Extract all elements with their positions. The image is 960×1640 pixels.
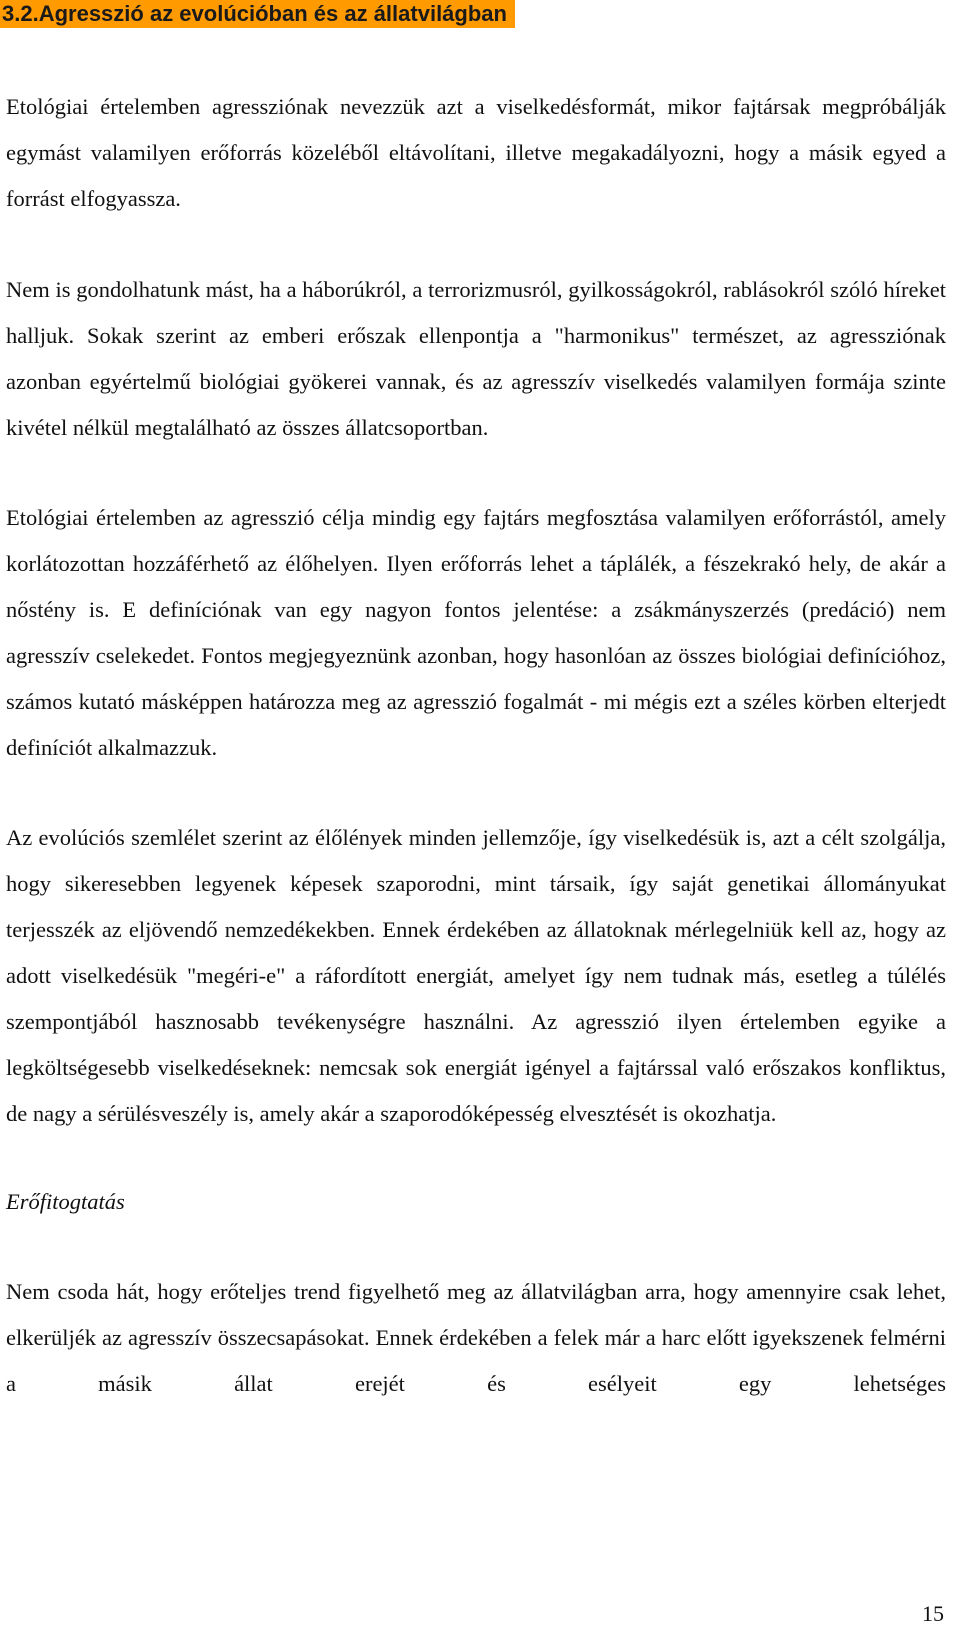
paragraph-human-violence: Nem is gondolhatunk mást, ha a háborúkról, a terrorizmusról, gyilkosságokról, rablásokról szóló híreket halljuk. Sokak szerint az emberi erőszak ellenpontja a "harmonikus" természet, az agressziónak azonban egyértelmű biológiai gyökerei vannak, és az agresszív viselkedés valamilyen formája szinte kivétel nélkül megtalálható az összes állatcsoportban. [6, 277, 946, 440]
subheading-eroefitogtatas: Erőfitogtatás [6, 1189, 125, 1214]
page-number: 15 [922, 1601, 944, 1626]
paragraph-avoid-fights: Nem csoda hát, hogy erőteljes trend figyelhető meg az állatvilágban arra, hogy amennyire csak lehet, elkerüljék az agresszív összecsapásokat. Ennek érdekében a felek már a harc előtt igyekszenek felmérni a másik állat erejét és esélyeit egy lehetséges [6, 1279, 946, 1396]
paragraph-aggression-goal: Etológiai értelemben az agresszió célja mindig egy fajtárs megfosztása valamilyen erőforrástól, amely korlátozottan hozzáférhető az élőhelyen. Ilyen erőforrás lehet a táplálék, a fészekrakó hely, de akár a nőstény is. E definíciónak van egy nagyon fontos jelentése: a zsákmányszerzés (predáció) nem agresszív cselekedet. Fontos megjegyeznünk azonban, hogy hasonlóan az összes biológiai definícióhoz, számos kutató másképpen határozza meg az agresszió fogalmát - mi mégis ezt a széles körben elterjedt definíciót alkalmazzuk. [6, 505, 946, 760]
paragraph-ethological-definition: Etológiai értelemben agressziónak nevezzük azt a viselkedésformát, mikor fajtársak megpróbálják egymást valamilyen erőforrás közeléből eltávolítani, illetve megakadályozni, hogy a másik egyed a forrást elfogyassza. [6, 94, 946, 211]
section-heading: 3.2.Agresszió az evolúcióban és az állatvilágban [0, 0, 515, 28]
document-body [6, 84, 946, 1407]
paragraph-evolutionary-view: Az evolúciós szemlélet szerint az élőlények minden jellemzője, így viselkedésük is, azt a célt szolgálja, hogy sikeresebben legyenek képesek szaporodni, mint társaik, így saját genetikai állományukat terjesszék az eljövendő nemzedékekben. Ennek érdekében az állatoknak mérlegelniük kell az, hogy az adott viselkedésük "megéri-e" a ráfordított energiát, amelyet így nem tudnak más, esetleg a túlélés szempontjából hasznosabb tevékenységre használni. Az agresszió ilyen értelemben egyike a legköltségesebb viselkedéseknek: nemcsak sok energiát igényel a fajtárssal való erőszakos konfliktus, de nagy a sérülésveszély is, amely akár a szaporodóképesség elvesztését is okozhatja. [6, 825, 946, 1126]
